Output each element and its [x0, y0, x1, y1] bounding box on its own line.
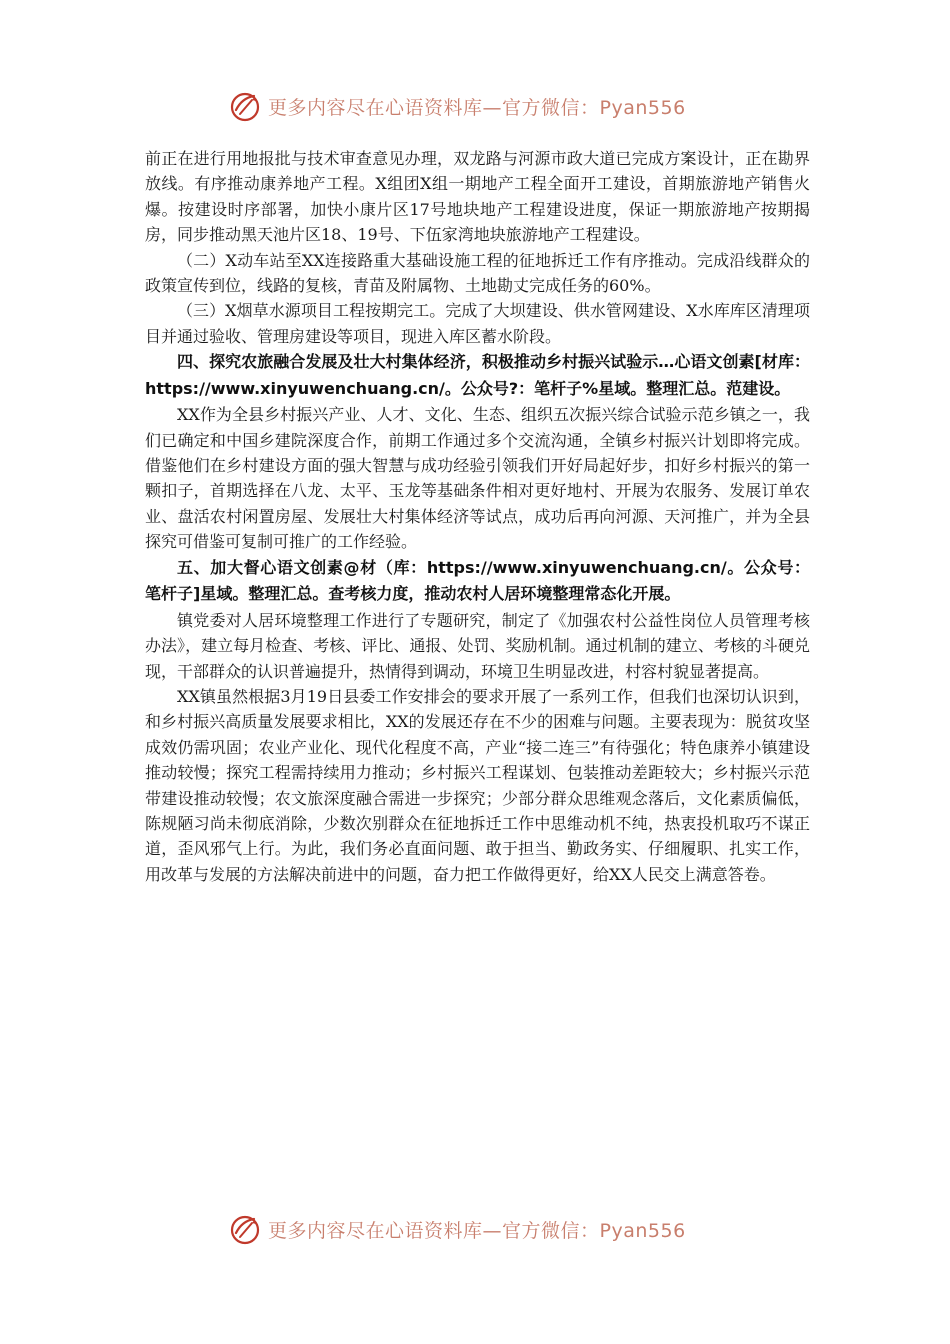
paragraph: 前正在进行用地报批与技术审查意见办理，双龙路与河源市政大道已完成方案设计，正在勘界放线。有序推动康养地产工程。X组团X组一期地产工程全面开工建设，首期旅游地产销售火爆。按建设时序部署，加快小康片区17号地块地产工程建设进度，保证一期旅游地产按期揭房，同步推动黑天池片区18、19号、下伍家湾地块旅游地产工程建设。: [145, 149, 810, 245]
logo-icon: [228, 1211, 264, 1247]
banner-text: 更多内容尽在心语资料库—官方微信：Pyan556: [268, 1219, 686, 1242]
section-heading: 五、加大督心语文创素@材（库：https://www.xinyuwenchuang.cn/。公众号：笔杆子]星域。整理汇总。查考核力度，推动农村人居环境整理常态化开展。: [145, 557, 810, 604]
paragraph: XX镇虽然根据3月19日县委工作安排会的要求开展了一系列工作，但我们也深切认识到，和乡村振兴高质量发展要求相比，XX的发展还存在不少的困难与问题。主要表现为：脱贫攻坚成效仍需巩固；农业产业化、现代化程度不高，产业“接二连三”有待强化；特色康养小镇建设推动较慢；探究工程需持续用力推动；乡村振兴工程谋划、包装推动差距较大；乡村振兴示范带建设推动较慢；农文旅深度融合需进一步探究；少部分群众思维观念落后，文化素质偏低，陈规陋习尚未彻底消除，少数次别群众在征地拆迁工作中思维动机不纯，热衷投机取巧不谋正道，歪风邪气上行。为此，我们务必直面问题、敢于担当、勤政务实、仔细履职、扎实工作，用改革与发展的方法解决前进中的问题，奋力把工作做得更好，给XX人民交上满意答卷。: [145, 686, 810, 884]
paragraph: （三）X烟草水源项目工程按期完工。完成了大坝建设、供水管网建设、X水库库区清理项目并通过验收、管理房建设等项目，现进入库区蓄水阶段。: [145, 301, 810, 346]
footer-banner: [228, 1209, 748, 1249]
header-banner: [228, 86, 748, 126]
paragraph: （二）X动车站至XX连接路重大基础设施工程的征地拆迁工作有序推动。完成沿线群众的政策宣传到位，线路的复核，青苗及附属物、土地勘丈完成任务的60%。: [145, 250, 810, 296]
document-body: [145, 146, 810, 887]
paragraph: XX作为全县乡村振兴产业、人才、文化、生态、组织五次振兴综合试验示范乡镇之一，我们已确定和中国乡建院深度合作，前期工作通过多个交流沟通，全镇乡村振兴计划即将完成。借鉴他们在乡村建设方面的强大智慧与成功经验引领我们开好局起好步，扣好乡村振兴的第一颗扣子，首期选择在八龙、太平、玉龙等基础条件相对更好地村、开展为农服务、发展订单农业、盘活农村闲置房屋、发展壮大村集体经济等试点，成功后再向河源、天河推广，并为全县探究可借鉴可复制可推广的工作经验。: [145, 405, 810, 552]
section-heading: 四、探究农旅融合发展及壮大村集体经济，积极推动乡村振兴试验示…心语文创素[材库：https://www.xinyuwenchuang.cn/。公众号?：笔杆子%星域。整理汇总。范建设。: [145, 352, 810, 398]
banner-text: 更多内容尽在心语资料库—官方微信：Pyan556: [268, 96, 686, 119]
paragraph: 镇党委对人居环境整理工作进行了专题研究，制定了《加强农村公益性岗位人员管理考核办法》，建立每月检查、考核、评比、通报、处罚、奖励机制。通过机制的建立、考核的斗硬兑现，干部群众的认识普遍提升，热情得到调动，环境卫生明显改进，村容村貌显著提高。: [145, 610, 810, 681]
logo-icon: [228, 88, 264, 124]
